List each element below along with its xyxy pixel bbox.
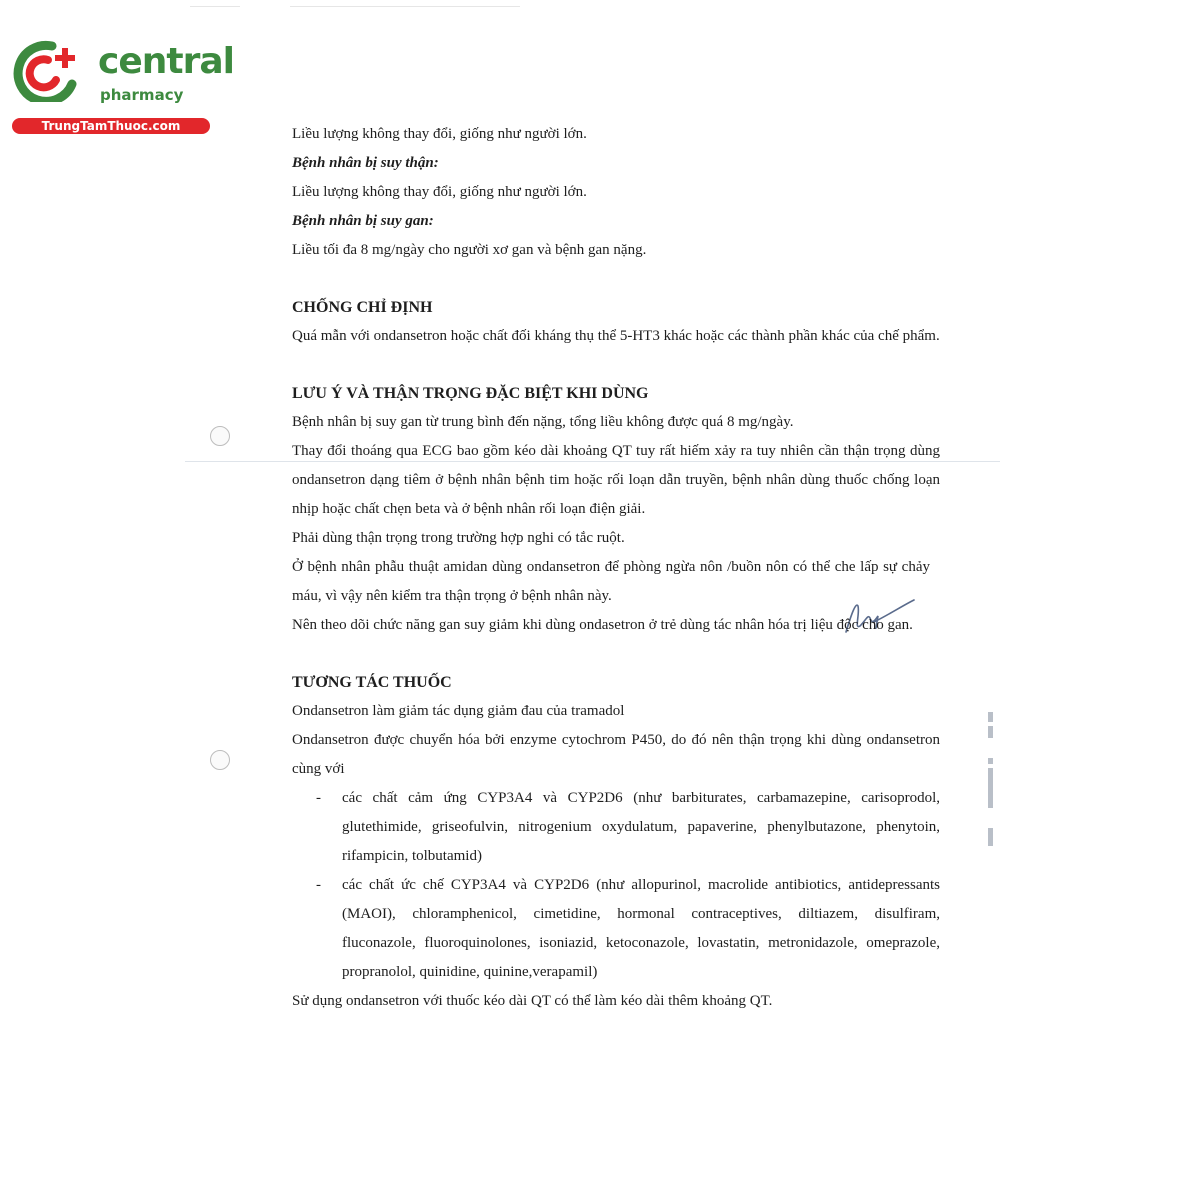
renal-subheading: Bệnh nhân bị suy thận: (292, 155, 439, 171)
logo-subtitle: pharmacy (100, 86, 184, 104)
logo-brand-name: central (98, 41, 234, 82)
caution-paragraph: Phải dùng thận trọng trong trường hợp nghi có tắc ruột. (292, 530, 625, 546)
bullet-text: các chất ức chế CYP3A4 và CYP2D6 (như allopurinol, macrolide antibiotics, antidepressants (MAOI), chloramphenicol, cimetidine, hormonal contraceptives, diltiazem, disulfiram, fluconazole, fluoroquinolones, isoniazid, ketoconazole, lovastatin, metronidazole, omeprazole, propranolol, quinidine, quinine,verapamil) (342, 877, 940, 980)
bullet-dash: - (316, 790, 321, 806)
pharmacy-cross-icon (10, 38, 84, 102)
logo-website-banner: TrungTamThuoc.com (12, 118, 210, 134)
spacer (292, 640, 940, 668)
interaction-bullet (292, 784, 940, 871)
interactions-heading: TƯƠNG TÁC THUỐC (292, 674, 452, 691)
scan-edge-marks (986, 712, 996, 862)
pharmacy-logo (10, 36, 234, 136)
caution-heading: LƯU Ý VÀ THẬN TRỌNG ĐẶC BIỆT KHI DÙNG (292, 385, 649, 402)
contraindications-heading: CHỐNG CHỈ ĐỊNH (292, 299, 433, 316)
punch-hole (210, 750, 230, 770)
renal-text: Liều lượng không thay đổi, giống như người lớn. (292, 184, 587, 200)
interactions-intro: Ondansetron được chuyển hóa bởi enzyme cytochrom P450, do đó nên thận trọng khi dùng ondansetron cùng với (292, 732, 940, 777)
bullet-dash: - (316, 877, 321, 893)
caution-paragraph: Nên theo dõi chức năng gan suy giảm khi dùng ondasetron ở trẻ dùng tác nhân hóa trị liệu độc cho gan. (292, 617, 913, 633)
scan-top-line (190, 6, 240, 7)
spacer (292, 351, 940, 379)
bullet-text: các chất cảm ứng CYP3A4 và CYP2D6 (như barbiturates, carbamazepine, carisoprodol, glutethimide, griseofulvin, nitrogenium oxydulatum, papaverine, phenylbutazone, phenytoin, rifampicin, tolbutamid) (342, 790, 940, 864)
punch-hole (210, 426, 230, 446)
hepatic-subheading: Bệnh nhân bị suy gan: (292, 213, 434, 229)
contraindications-text: Quá mẫn với ondansetron hoặc chất đối kháng thụ thể 5-HT3 khác hoặc các thành phần khác của chế phẩm. (292, 328, 940, 344)
hepatic-text: Liều tối đa 8 mg/ngày cho người xơ gan và bệnh gan nặng. (292, 242, 647, 258)
caution-paragraph: Thay đổi thoáng qua ECG bao gồm kéo dài khoảng QT tuy rất hiếm xảy ra tuy nhiên cần thận trọng dùng ondansetron dạng tiêm ở bệnh nhân bệnh tim hoặc rối loạn dẫn truyền, bệnh nhân dùng thuốc chống loạn nhịp hoặc chất chẹn beta và ở bệnh nhân rối loạn điện giải. (292, 443, 940, 517)
caution-paragraph: Bệnh nhân bị suy gan từ trung bình đến nặng, tổng liều không được quá 8 mg/ngày. (292, 414, 794, 430)
document-body (292, 120, 940, 1016)
interactions-closing: Sử dụng ondansetron với thuốc kéo dài QT có thể làm kéo dài thêm khoảng QT. (292, 993, 773, 1009)
interaction-bullet (292, 871, 940, 987)
interactions-intro: Ondansetron làm giảm tác dụng giảm đau của tramadol (292, 703, 625, 719)
dosage-line: Liều lượng không thay đổi, giống như người lớn. (292, 126, 587, 142)
spacer (292, 265, 940, 293)
caution-paragraph: Ở bệnh nhân phẫu thuật amidan dùng ondansetron để phòng ngừa nôn /buồn nôn có thể che lấp sự chảy máu, vì vậy nên kiểm tra thận trọng ở bệnh nhân này. (292, 559, 930, 604)
scan-top-line (290, 6, 520, 7)
